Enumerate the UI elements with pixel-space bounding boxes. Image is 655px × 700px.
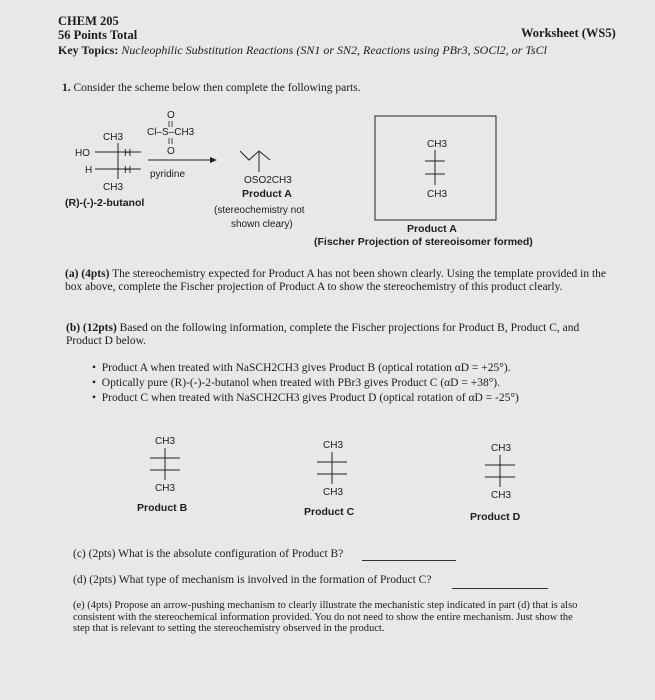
bullet-3-text: Product C when treated with NaSCH2CH3 gives Product D (optical rotation of αD = -25°)	[101, 392, 519, 404]
part-b-label: (b) (12pts)	[66, 322, 117, 334]
product-b-bottom: CH3	[155, 483, 176, 494]
bullet-2: • Optically pure (R)-(-)-2-butanol when treated with PBr3 gives Product C (αD = +38°).	[92, 377, 500, 389]
box-bottom-ch3: CH3	[427, 189, 448, 200]
part-a-label: (a) (4pts)	[65, 268, 110, 280]
product-d-template[interactable]	[470, 443, 521, 523]
points-total: 56 Points Total	[58, 28, 138, 42]
part-a-text: The stereochemistry expected for Product A has not been shown clearly. Using the template provided in the box above, complete the Fischer projection of Product A to show the stereochemistry of this product clearly.	[65, 268, 607, 293]
reaction-arrowhead	[210, 157, 217, 163]
part-c: (c) (2pts) What is the absolute configuration of Product B?	[73, 548, 344, 560]
product-note-1: (stereochemistry not	[214, 205, 305, 216]
bullet-1-text: Product A when treated with NaSCH2CH3 gives Product B (optical rotation αD = +25°).	[101, 362, 511, 374]
box-top-ch3: CH3	[427, 139, 448, 150]
start-right-2: H	[124, 165, 132, 176]
bullet-1: • Product A when treated with NaSCH2CH3 gives Product B (optical rotation αD = +25°).	[92, 362, 511, 374]
key-topics-label: Key Topics:	[58, 43, 119, 57]
bullet-2-text: Optically pure (R)-(-)-2-butanol when treated with PBr3 gives Product C (αD = +38°).	[101, 377, 500, 389]
question-1-text: Consider the scheme below then complete the following parts.	[73, 82, 361, 94]
reagent-o-bottom: O	[167, 146, 175, 157]
part-b-text: Based on the following information, complete the Fischer projections for Product B, Product C, and Product D below.	[66, 322, 580, 347]
bullet-3: • Product C when treated with NaSCH2CH3 gives Product D (optical rotation of αD = -25°)	[92, 392, 519, 404]
product-b-top: CH3	[155, 436, 176, 447]
part-b	[66, 322, 611, 348]
start-right-1: H	[124, 148, 132, 159]
product-a-label: Product A	[242, 188, 292, 200]
part-e: (e) (4pts) Propose an arrow-pushing mechanism to clearly illustrate the mechanistic step indicated in part (d) that is also consistent with the stereochemical information provided. You do not need to show the entire mechanism. Just show the step that is relevant to setting the stereochemistry observed in the product.	[73, 600, 578, 634]
bullet-list	[92, 362, 612, 405]
product-b-template[interactable]	[137, 436, 188, 514]
product-c-label: Product C	[304, 506, 355, 518]
product-d-bottom: CH3	[491, 490, 512, 501]
start-left-1: HO	[75, 148, 90, 159]
question-1-number: 1.	[62, 82, 71, 94]
part-d-answer-line[interactable]	[452, 588, 548, 589]
start-name: (R)-(-)-2-butanol	[65, 197, 145, 209]
worksheet-title: Worksheet (WS5)	[521, 26, 616, 40]
product-d-top: CH3	[491, 443, 512, 454]
box-caption: (Fischer Projection of stereoisomer formed)	[314, 236, 533, 248]
product-d-label: Product D	[470, 511, 521, 523]
product-skeleton	[240, 151, 270, 160]
reagent-formula: Cl–S–CH3	[147, 127, 195, 138]
product-c-top: CH3	[323, 440, 344, 451]
part-d: (d) (2pts) What type of mechanism is involved in the formation of Product C?	[73, 574, 432, 586]
start-left-2: H	[85, 165, 93, 176]
start-bottom-ch3: CH3	[103, 182, 124, 193]
box-label: Product A	[407, 223, 457, 235]
part-c-answer-line[interactable]	[362, 560, 456, 561]
product-c-template[interactable]	[304, 440, 355, 518]
product-templates	[0, 420, 655, 530]
product-b-label: Product B	[137, 502, 188, 514]
product-group: OSO2CH3	[244, 175, 292, 186]
reaction-scheme	[0, 0, 655, 260]
course-code: CHEM 205	[58, 14, 119, 28]
product-c-bottom: CH3	[323, 487, 344, 498]
start-top-ch3: CH3	[103, 132, 124, 143]
solvent: pyridine	[150, 169, 186, 180]
reagent-o-top: O	[167, 110, 175, 121]
product-note-2: shown cleary)	[231, 219, 293, 230]
part-a	[65, 268, 610, 294]
key-topics-text: Nucleophilic Substitution Reactions (SN1 or SN2, Reactions using PBr3, SOCl2, or TsCl	[121, 43, 547, 57]
